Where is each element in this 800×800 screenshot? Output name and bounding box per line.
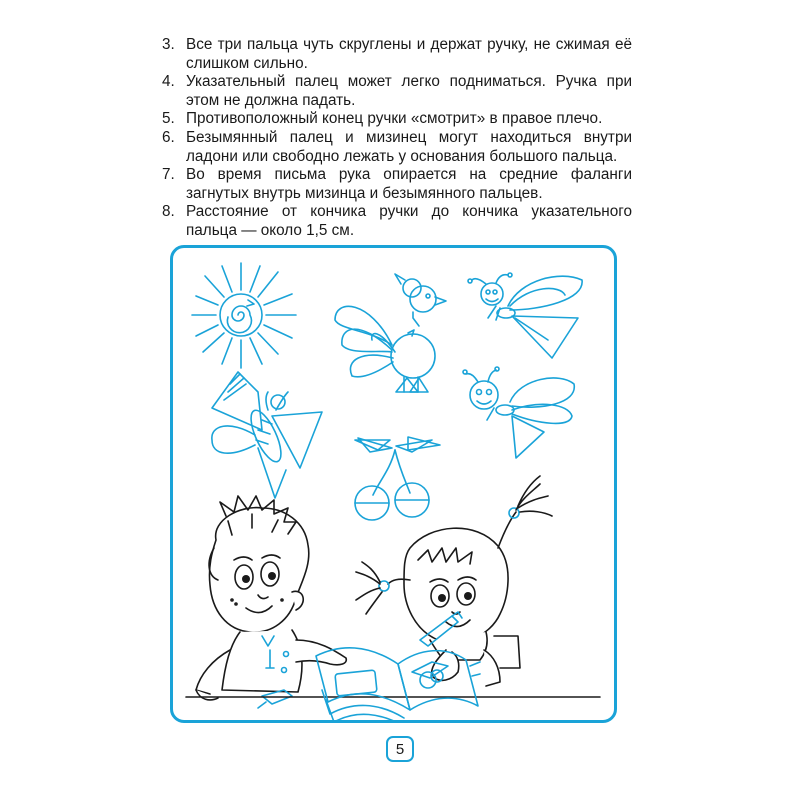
instruction-item (162, 203, 632, 240)
rooster-drawing (335, 274, 446, 392)
instruction-item (162, 73, 632, 110)
instruction-number: 5. (162, 110, 175, 128)
page-number (386, 736, 414, 762)
instruction-item (162, 110, 632, 129)
instruction-number: 4. (162, 73, 175, 91)
instruction-item (162, 129, 632, 166)
instruction-number: 8. (162, 203, 175, 221)
page-number-text: 5 (395, 740, 405, 758)
illustration (173, 248, 614, 720)
boy-drawing (196, 496, 346, 708)
sun-drawing (192, 263, 296, 368)
instruction-text: Указательный палец может легко подниматься. Ручка при этом не должна падать. (186, 73, 632, 109)
bee-drawing (463, 367, 574, 458)
instruction-text: Расстояние от кончика ручки до кончика указательного пальца — около 1,5 см. (186, 203, 632, 239)
instruction-item (162, 36, 632, 73)
butterfly-drawing (212, 372, 322, 498)
instruction-text: Во время письма рука опирается на средние фаланги загнутых внутрь мизинца и безымянного пальцев. (186, 166, 632, 202)
bee-drawing (468, 273, 582, 358)
instruction-number: 7. (162, 166, 175, 184)
instruction-number: 6. (162, 128, 175, 146)
instructions-list (162, 36, 632, 241)
instruction-number: 3. (162, 36, 175, 53)
instruction-item (162, 166, 632, 203)
instruction-text: Противоположный конец ручки «смотрит» в правое плечо. (186, 110, 603, 128)
instruction-text: Безымянный палец и мизинец могут находиться внутри ладони или свободно лежать у основания большого пальца. (186, 128, 632, 165)
cherries-drawing (355, 437, 440, 520)
instruction-text: Все три пальца чуть скруглены и держат ручку, не сжимая её слишком сильно. (186, 36, 632, 72)
